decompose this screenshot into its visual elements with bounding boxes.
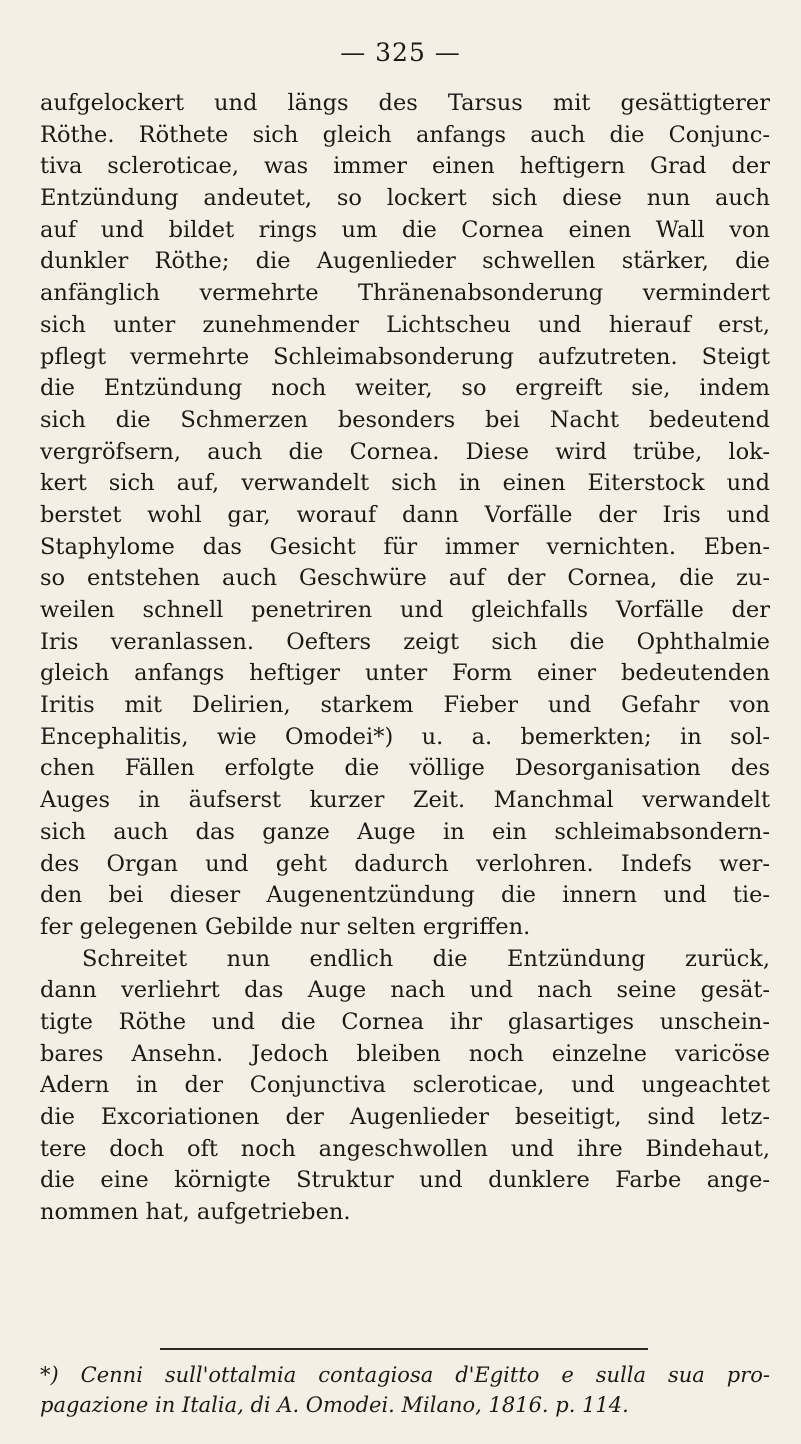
page-number: — 325 — bbox=[340, 38, 461, 67]
text-line: tiva scleroticae, was immer einen heftigern Grad der bbox=[40, 153, 770, 180]
text-line: Staphylome das Gesicht für immer vernichten. Eben- bbox=[40, 533, 770, 560]
text-line: dann verliehrt das Auge nach und nach seine gesät- bbox=[40, 977, 770, 1004]
text-line: Adern in der Conjunctiva scleroticae, und ungeachtet bbox=[40, 1072, 770, 1099]
text-line: die eine körnigte Struktur und dunklere Farbe ange- bbox=[40, 1167, 770, 1194]
text-line: pflegt vermehrte Schleimabsonderung aufzutreten. Steigt bbox=[40, 343, 770, 370]
text-line: Iritis mit Delirien, starkem Fieber und Gefahr von bbox=[40, 692, 770, 719]
text-line: Encephalitis, wie Omodei*) u. a. bemerkten; in sol- bbox=[40, 723, 770, 750]
text-line: sich die Schmerzen besonders bei Nacht bedeutend bbox=[40, 406, 770, 433]
text-line: Iris veranlassen. Oefters zeigt sich die Ophthalmie bbox=[40, 628, 770, 655]
footnote-line: *) Cenni sull'ottalmia contagiosa d'Egitto e sulla sua pro- bbox=[40, 1363, 770, 1387]
text-line: anfänglich vermehrte Thränenabsonderung vermindert bbox=[40, 280, 770, 307]
text-line: berstet wohl gar, worauf dann Vorfälle der Iris und bbox=[40, 501, 770, 528]
text-line: aufgelockert und längs des Tarsus mit gesättigterer bbox=[40, 90, 770, 116]
text-line: vergröfsern, auch die Cornea. Diese wird trübe, lok- bbox=[40, 438, 770, 465]
text-line: Entzündung andeutet, so lockert sich diese nun auch bbox=[40, 185, 770, 212]
text-line: Röthe. Röthete sich gleich anfangs auch die Conjunc- bbox=[40, 121, 770, 148]
text-line: Auges in äufserst kurzer Zeit. Manchmal verwandelt bbox=[40, 787, 770, 814]
footnote-line: pagazione in Italia, di A. Omodei. Milano, 1816. p. 114. bbox=[40, 1393, 629, 1417]
text-line: so entstehen auch Geschwüre auf der Cornea, die zu- bbox=[40, 565, 770, 592]
text-line: die Entzündung noch weiter, so ergreift sie, indem bbox=[40, 375, 770, 402]
text-line: Schreitet nun endlich die Entzündung zurück, bbox=[82, 945, 770, 972]
text-line: tere doch oft noch angeschwollen und ihre Bindehaut, bbox=[40, 1135, 770, 1162]
text-line: sich auch das ganze Auge in ein schleimabsondern- bbox=[40, 818, 770, 845]
text-line: fer gelegenen Gebilde nur selten ergriffen. bbox=[40, 913, 531, 940]
text-line: bares Ansehn. Jedoch bleiben noch einzelne varicöse bbox=[40, 1040, 770, 1067]
text-line: dunkler Röthe; die Augenlieder schwellen stärker, die bbox=[40, 248, 770, 275]
text-line: des Organ und geht dadurch verlohren. Indefs wer- bbox=[40, 850, 770, 877]
text-line: gleich anfangs heftiger unter Form einer bedeutenden bbox=[40, 660, 770, 687]
footnote bbox=[40, 1360, 770, 1420]
footnote-divider bbox=[160, 1348, 648, 1350]
text-line: weilen schnell penetriren und gleichfalls Vorfälle der bbox=[40, 597, 770, 623]
text-line: auf und bildet rings um die Cornea einen Wall von bbox=[40, 216, 770, 243]
text-line: den bei dieser Augenentzündung die innern und tie- bbox=[40, 882, 770, 909]
text-line: tigte Röthe und die Cornea ihr glasartiges unschein- bbox=[40, 1008, 770, 1035]
text-line: kert sich auf, verwandelt sich in einen Eiterstock und bbox=[40, 470, 770, 497]
text-line: sich unter zunehmender Lichtscheu und hierauf erst, bbox=[40, 311, 770, 338]
body-text bbox=[40, 88, 770, 1229]
text-line: die Excoriationen der Augenlieder beseitigt, sind letz- bbox=[40, 1104, 770, 1130]
text-line: chen Fällen erfolgte die völlige Desorganisation des bbox=[40, 755, 770, 782]
text-line: nommen hat, aufgetrieben. bbox=[40, 1199, 351, 1226]
